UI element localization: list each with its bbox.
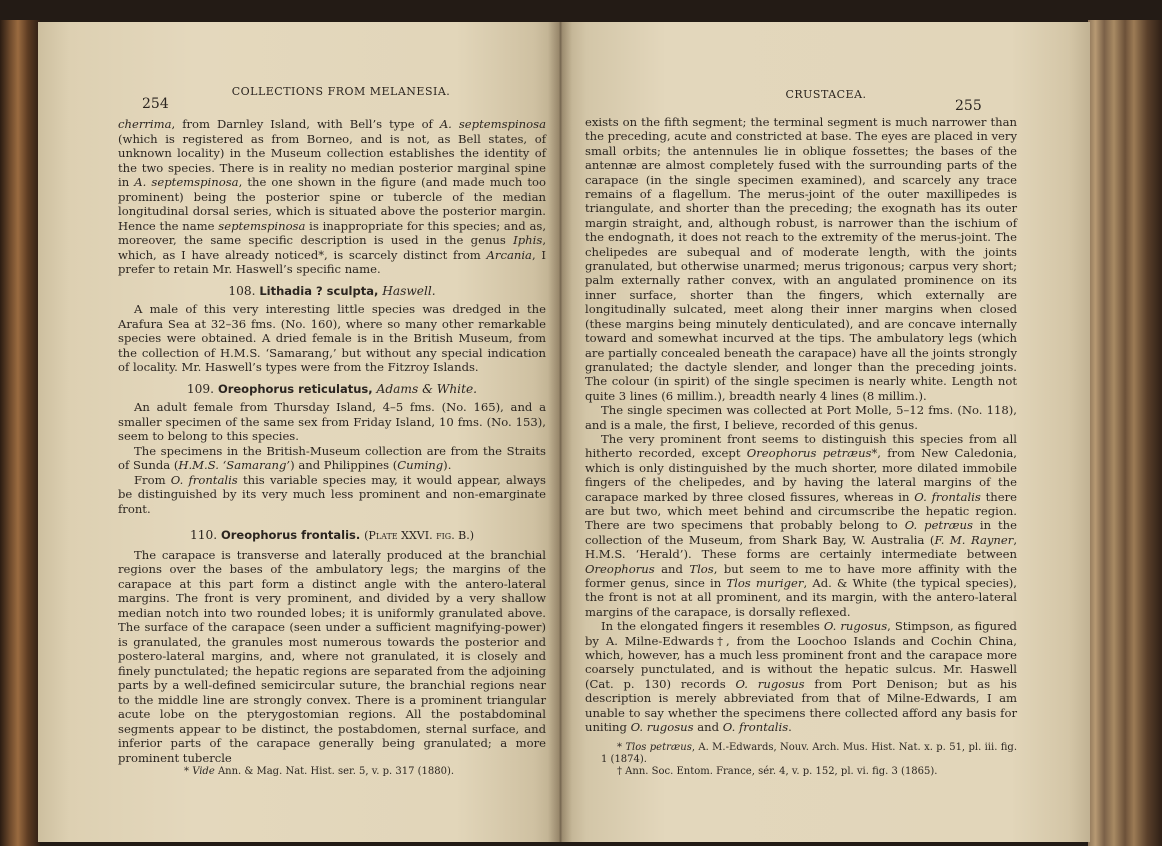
- species-author: Haswell.: [382, 283, 436, 298]
- plate-reference: (Plate XXVI. fig. B.): [364, 529, 475, 542]
- species-name: Lithadia ? sculpta,: [259, 283, 379, 298]
- paragraph: The specimens in the British-Museum collection are from the Straits of Sunda (H.M.S. ‘Samarang’) and Philippines (Cuming).: [118, 443, 546, 472]
- footnote: [118, 766, 546, 778]
- footnote-text: † Ann. Soc. Entom. France, sér. 4, v. p. 152, pl. vi. fig. 3 (1865).: [617, 766, 938, 778]
- section-heading-108: [118, 284, 546, 299]
- section-number: 109.: [186, 381, 215, 396]
- paragraph: The single specimen was collected at Port Molle, 5–12 fms. (No. 118), and is a male, the first, I believe, recorded of this genus.: [585, 403, 1017, 432]
- left-book-edge: [0, 20, 40, 846]
- right-running-head: CRUSTACEA.: [785, 88, 867, 101]
- right-page: [560, 22, 1090, 842]
- paragraph: The carapace is transverse and laterally produced at the branchial regions over the bases of the ambulatory legs; the margins of the carapace at this part form a distinct angle with the antero-lateral margins. The front is very prominent, and divided by a very shallow median notch into two rounded lobes; it is uniformly granulated above. The surface of the carapace (seen under a sufficient magnifying-power) is granulated, the granules most numerous towards the posterior and postero-lateral margins, and, where not granulated, it is closely and finely punctulated; the hepatic regions are separated from the adjoining parts by a well-defined semicircular suture, the branchial regions near to the middle line are strongly convex. There is a prominent triangular acute lobe on the pterygostomian regions. All the postabdominal segments appear to be distinct, the postabdomen, sternal surface, and inferior parts of the carapace generally being granulated; a more prominent tubercle: [118, 547, 546, 765]
- section-heading-110: [118, 528, 546, 544]
- left-body-text: [118, 117, 546, 778]
- section-number: 110.: [189, 528, 218, 542]
- left-page-number: 254: [142, 96, 169, 112]
- section-heading-109: [118, 382, 546, 397]
- paragraph: exists on the fifth segment; the terminal segment is much narrower than the preceding, acute and constricted at base. The eyes are placed in very small orbits; the antennules lie in oblique fossettes; the bases of the antennæ are almost completely fused with the surrounding parts of the carapace (in the single specimen examined), and scarcely any trace remains of a flagellum. The merus-joint of the outer maxillipedes is triangulate, and shorter than the preceding; the exognath has its outer margin straight, and, although robust, is narrower than the ischium of the endognath, it does not reach to the extremity of the merus-joint. The chelipedes are subequal and of moderate length, with the joints granulated, but otherwise unarmed; merus trigonous; carpus very short; palm externally rather convex, with an angulated prominence on its inner surface, shorter than the fingers, which externally are longitudinally sulcated, meet along their inner margins when closed (these margins being minutely denticulated), and are concave internally toward and somewhat incurved at the tips. The ambulatory legs (which are partially concealed beneath the carapace) have all the joints strongly granulated; the dactyle slender, and longer than the preceding joints. The colour (in spirit) of the single specimen is nearly white. Length not quite 3 lines (6 millim.), breadth nearly 4 lines (8 millim.).: [585, 115, 1018, 403]
- paragraph: A male of this very interesting little species was dredged in the Arafura Sea at 32–36 fms. (No. 160), where so many other remarkable species were obtained. A dried female is in the British Museum, from the collection of H.M.S. ‘Samarang,’ but without any special indication of locality. Mr. Haswell’s types were from the Fitzroy Islands.: [118, 302, 546, 374]
- paragraph: An adult female from Thursday Island, 4–5 fms. (No. 165), and a smaller specimen of the same sex from Friday Island, 10 fms. (No. 153), seem to belong to this species.: [118, 400, 546, 443]
- right-body-text: [585, 115, 1017, 778]
- book-gutter: [548, 22, 572, 842]
- paragraph: In the elongated fingers it resembles O. rugosus, Stimpson, as figured by A. Milne-Edwards†, from the Loochoo Islands and Cochin China, which, however, has a much less prominent front and the carapace more coarsely punctulated, and is without the hepatic sulcus. Mr. Haswell (Cat. p. 130) records O. rugosus from Port Denison; but as his description is merely abbreviated from that of Milne-Edwards, I am unable to say whether the specimens there collected afford any basis for uniting O. rugosus and O. frontalis.: [585, 619, 1017, 735]
- footnotes: [585, 742, 1017, 778]
- species-name: Oreophorus reticulatus,: [217, 381, 373, 396]
- paragraph: From O. frontalis this variable species may, it would appear, always be distinguished by its very much less prominent and non-emarginate front.: [118, 472, 547, 516]
- section-number: 108.: [228, 283, 256, 298]
- right-page-number: 255: [955, 98, 982, 114]
- left-page: [38, 22, 560, 842]
- footnote-text: * Tlos petræus, A. M.-Edwards, Nouv. Arch. Mus. Hist. Nat. x. p. 51, pl. iii. fig. 1 (1874).: [601, 742, 1017, 766]
- right-page-stack: [1088, 20, 1162, 846]
- species-name: Oreophorus frontalis.: [220, 528, 361, 542]
- species-author: Adams & White.: [376, 381, 478, 396]
- paragraph: cherrima, from Darnley Island, with Bell’s type of A. septemspinosa (which is registered as from Borneo, and is not, as Bell states, of unknown locality) in the Museum collection establishes the identity of the two species. There is in reality no median posterior marginal spine in A. septemspinosa, the one shown in the figure (and made much too prominent) being the posterior spine or tubercle of the median longitudinal dorsal series, which is situated above the posterior margin. Hence the name septemspinosa is inappropriate for this species; and as, moreover, the same specific description is used in the genus Iphis, which, as I have already noticed*, is scarcely distinct from Arcania, I prefer to retain Mr. Haswell’s specific name.: [118, 117, 546, 276]
- left-running-head: COLLECTIONS FROM MELANESIA.: [231, 85, 451, 98]
- paragraph: The very prominent front seems to distinguish this species from all hitherto recorded, except Oreophorus petræus*, from New Caledonia, which is only distinguished by the much shorter, more dilated immobile fingers of the chelipedes, and by having the lateral margins of the carapace marked by three closed fissures, whereas in O. frontalis there are but two, which meet behind and circumscribe the hepatic region. There are two specimens that probably belong to O. petræus in the collection of the Museum, from Shark Bay, W. Australia (F. M. Rayner, H.M.S. ‘Herald’). These forms are certainly intermediate between Oreophorus and Tlos, but seem to me to have more affinity with the former genus, since in Tlos muriger, Ad. & White (the typical species), the front is not at all prominent, and its margin, with the antero-lateral margins of the carapace, is dorsally reflexed.: [585, 431, 1017, 619]
- footnote-text: * Vide Ann. & Mag. Nat. Hist. ser. 5, v. p. 317 (1880).: [184, 766, 455, 777]
